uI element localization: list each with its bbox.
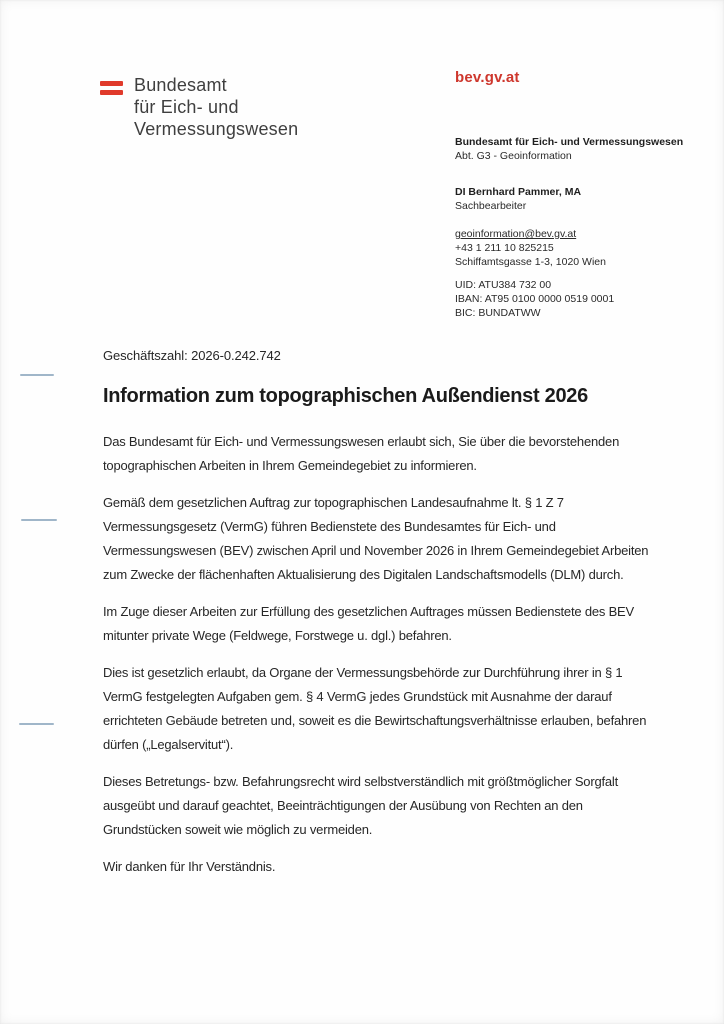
flag-bar-bottom [100,90,123,95]
org-department-group [455,135,705,163]
body-paragraph-3: Im Zuge dieser Arbeiten zur Erfüllung des gesetzlichen Auftrages müssen Bedienstete des BEV mitunter private Wege (Feldwege, Forstwege u. dgl.) befahren. [103,604,634,643]
body-paragraph-1: Das Bundesamt für Eich- und Vermessungswesen erlaubt sich, Sie über die bevorstehenden topographischen Arbeiten in Ihrem Gemeindegebiet zu informieren. [103,434,620,473]
margin-pen-mark [21,519,57,521]
contact-person-group [455,185,705,213]
bev-logo [100,74,298,140]
reference-number: Geschäftszahl: 2026-0.242.742 [103,348,281,363]
flag-bar-top [100,81,123,86]
body-paragraph-2: Gemäß dem gesetzlichen Auftrag zur topographischen Landesaufnahme lt. § 1 Z 7 Vermessungsgesetz (VermG) führen Bedienstete des Bundesamtes für Eich- und Vermessungswesen (BEV) zwischen April und November 2026 in Ihrem Gemeindegebiet Arbeiten zum Zwecke der flächenhaften Aktualisierung des Digitalen Landschaftsmodells (DLM) durch. [103,495,649,582]
body-paragraph-4: Dies ist gesetzlich erlaubt, da Organe der Vermessungsbehörde zur Durchführung ihrer in § 1 VermG festgelegten Aufgaben gem. § 4 VermG jedes Grundstück mit Ausnahme der darauf errichteten Gebäude betreten und, soweit es die Bewirtschaftungsverhältnisse erlauben, befahren dürfen („Legalservitut“). [103,665,647,752]
postal-address: Schiffamtsgasse 1-3, 1020 Wien [455,256,606,268]
phone-number: +43 1 211 10 825215 [455,242,554,254]
contact-details-group [455,227,705,269]
letter-title: Information zum topographischen Außendienst 2026 [103,385,588,407]
contact-name: DI Bernhard Pammer, MA [455,186,582,198]
body-paragraph-6: Wir danken für Ihr Verständnis. [103,859,276,874]
website-text: bev.gv.at [455,69,520,86]
austria-flag-icon [100,81,123,95]
logo-line-2: für Eich- und [134,97,239,117]
bic-code: BIC: BUNDATWW [455,307,541,319]
contact-role: Sachbearbeiter [455,200,527,212]
body-paragraph-5: Dieses Betretungs- bzw. Befahrungsrecht wird selbstverständlich mit größtmöglicher Sorgfalt ausgeübt und darauf geachtet, Beeinträchtigungen der Ausübung von Rechten an den Grundstücken soweit wie möglich zu vermeiden. [103,774,619,837]
banking-group [455,278,705,320]
iban-number: IBAN: AT95 0100 0000 0519 0001 [455,293,615,305]
margin-pen-mark [19,723,54,725]
logo-line-3: Vermessungswesen [134,119,299,139]
department: Abt. G3 - Geoinformation [455,150,572,162]
org-name: Bundesamt für Eich- und Vermessungswesen [455,136,684,148]
logo-wordmark [134,74,298,140]
email-text: geoinformation@bev.gv.at [455,228,577,240]
uid-number: UID: ATU384 732 00 [455,279,552,291]
letterhead-contact-block [455,71,705,320]
logo-line-1: Bundesamt [134,75,227,95]
margin-pen-mark [20,374,54,376]
letter-body [103,347,658,879]
